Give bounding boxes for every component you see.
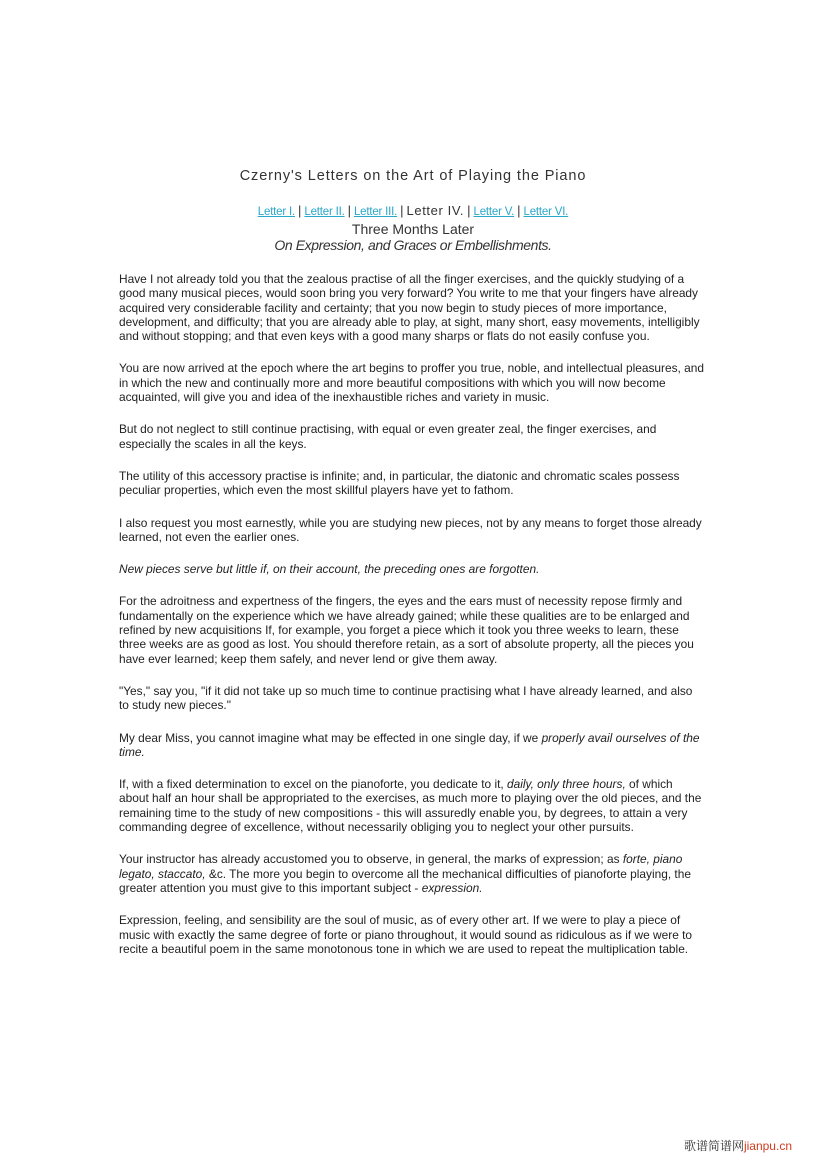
emphasis-text: daily, only three hours, (507, 777, 626, 792)
page-title: Czerny's Letters on the Art of Playing the Piano (239, 168, 587, 184)
emphasis-text: properly avail ourselves of the time. (119, 730, 700, 759)
letter-subtitle: Three Months Later (351, 221, 475, 237)
letter-3-link[interactable]: Letter III. (353, 206, 398, 218)
emphasis-text: forte, piano legato, staccato, (119, 852, 683, 881)
paragraph (119, 777, 705, 834)
paragraph: For the adroitness and expertness of the fingers, the eyes and the ears must of necessity repose firmly and fundamentally on the experience which we have already gained; while these qualities are to be enlarged and refined by new acquisitions If, for example, you forget a piece which it took you three weeks to learn, these three weeks are as good as lost. You should therefore retain, as a sort of absolute property, all the pieces you have ever learned; keep them safely, and never lend or give them away. (119, 594, 694, 666)
site-watermark (684, 1137, 792, 1154)
paragraph (119, 731, 705, 760)
paragraph-text: If, with a fixed determination to excel on the pianoforte, you dedicate to it, (119, 777, 507, 792)
paragraph: The utility of this accessory practise is infinite; and, in particular, the diatonic and chromatic scales possess peculiar properties, which even the most skillful players have yet to fathom. (119, 468, 680, 498)
watermark-domain: jianpu.cn (743, 1139, 792, 1153)
letter-1-link[interactable]: Letter I. (257, 206, 295, 218)
paragraph: Have I not already told you that the zealous practise of all the finger exercises, and the quickly studying of a good many musical pieces, would soon bring you very forward? You write to me that your fingers have already acquired very considerable facility and certainty; that you now begin to study pieces of more importance, development, and difficulty; that you are already able to play, at sight, many short, easy movements, intelligibly and without stopping; and that even keys with a good many sharps or flats do not easily confuse you. (119, 272, 700, 344)
letter-subheading: On Expression, and Graces or Embellishments. (274, 237, 552, 253)
nav-separator: | (400, 203, 404, 218)
paragraph-text: &c. The more you begin to overcome all the mechanical difficulties of pianoforte playing, the greater attention you must give to this important subject - (119, 866, 691, 895)
current-letter-label: Letter IV. (406, 203, 465, 218)
letter-2-link[interactable]: Letter II. (304, 206, 345, 218)
letter-6-link[interactable]: Letter VI. (523, 206, 569, 218)
watermark-chinese-text: 歌谱简谱网 (683, 1139, 744, 1153)
paragraph: I also request you most earnestly, while you are studying new pieces, not by any means to forget those already learned, not even the earlier ones. (119, 515, 702, 544)
paragraph (119, 852, 705, 895)
letter-body (119, 272, 705, 974)
letter-navigation (0, 203, 826, 220)
paragraph: "Yes," say you, "if it did not take up so much time to continue practising what I have already learned, and also to study new pieces." (119, 683, 693, 713)
paragraph: You are now arrived at the epoch where the art begins to proffer you true, noble, and intellectual pleasures, and in which the new and continually more and more beautiful compositions with which you will now become acquainted, will give you and idea of the inexhaustible riches and variety in music. (119, 361, 705, 405)
paragraph-text: of which about half an hour shall be appropriated to the exercises, as much more to playing over the old pieces, and the remaining time to the study of new compositions - this will assuredly enable you, by degrees, to attain a very commanding degree of excellence, without necessarily obliging you to neglect your other pursuits. (119, 777, 702, 835)
paragraph-italic: New pieces serve but little if, on their account, the preceding ones are forgotten. (119, 562, 540, 577)
paragraph: Expression, feeling, and sensibility are the soul of music, as of every other art. If we were to play a piece of music with exactly the same degree of forte or piano throughout, it would sound as ridiculous as if we were to recite a beautiful poem in the same monotonous tone in which we are used to repeat the multiplication table. (119, 913, 693, 956)
nav-separator: | (467, 203, 471, 218)
nav-separator: | (347, 203, 351, 218)
paragraph: But do not neglect to still continue practising, with equal or even greater zeal, the finger exercises, and especially the scales in all the keys. (119, 422, 657, 451)
nav-separator: | (298, 203, 302, 218)
paragraph-text: My dear Miss, you cannot imagine what may be effected in one single day, if we (119, 730, 542, 745)
paragraph-text: Your instructor has already accustomed you to observe, in general, the marks of expression; as (119, 852, 623, 867)
emphasis-text: expression. (421, 880, 483, 895)
nav-separator: | (517, 203, 521, 218)
letter-5-link[interactable]: Letter V. (473, 206, 515, 218)
